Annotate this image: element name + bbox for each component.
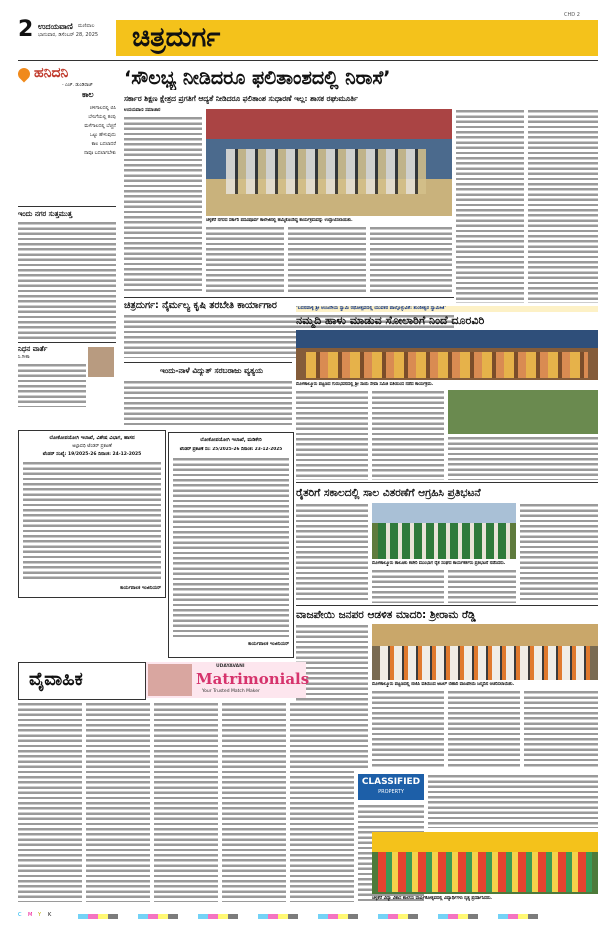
right1-caption: ಮೊಳಕಾಲ್ಮೂರು ಪಟ್ಟಣದ ಗುರುಭವನದಲ್ಲಿ ಶ್ರೀ ಸಾಯಿ ಸೇವಾ ಸಮಿತಿ ವತಿಯಿಂದ ನಡೆದ ಕಾರ್ಯಕ್ರಮ. (296, 382, 434, 387)
poem-line: ಒಟ್ಟು ಹೇಳುವುದು (89, 133, 116, 138)
poem-line: ಕಾಲ ಬದಲಾದರೆ (91, 142, 116, 147)
matrimony-tagline: Your Trusted Match Maker (202, 689, 260, 694)
lead-text-col6 (528, 109, 598, 303)
paper-name: ಉದಯವಾಣಿ (38, 22, 73, 31)
lead-text-col1 (124, 116, 202, 294)
hani-dani-box (18, 64, 116, 204)
right3-text-d (524, 690, 598, 768)
divider (124, 297, 454, 298)
masthead (18, 12, 598, 58)
hani-dani-title: ಹನಿದನಿ (34, 65, 69, 81)
right3-text-c (448, 690, 520, 768)
notice-mid-ref: ಟೆಂಡರ್ ಪ್ರಕಟಣೆ ಸಂ: 25/2025-26 ದಿನಾಂಕ: 23-12-2025 (179, 447, 283, 452)
today-program-title: ಇಂದು ನಗರ ಸುತ್ತಮುತ್ತ (18, 210, 73, 218)
lead-text-col4 (370, 226, 452, 294)
matrimony-col3 (154, 702, 218, 902)
poem-line: ಮಳೆಗಾಲದಲ್ಲಿ ಬೆಚ್ಚನೆ (84, 124, 116, 129)
notice-mid-footer: ಕಾರ್ಯಪಾಲಕ ಇಂಜಿನಿಯರ್ (248, 642, 289, 647)
obituary-box (18, 345, 116, 407)
mark-m: M (28, 912, 33, 918)
notice-left-title: ಲೋಕೋಪಯೋಗಿ ಇಲಾಖೆ, ವಿಶೇಷ ವಿಭಾಗ, ಹಾಸನ (49, 435, 135, 441)
obituary-photo (88, 347, 114, 377)
matrimony-brand: UDAYAVANI (216, 664, 245, 669)
lead-subhead: ಸರ್ಕಾರ ಶಿಕ್ಷಣ ಕ್ಷೇತ್ರದ ಪ್ರಗತಿಗೆ ಆದ್ಯತೆ ನೀಡಿದರೂ ಫಲಿತಾಂಶ ಸುಧಾರಣೆ ಇಲ್ಲ: ಶಾಸಕ ರಘುಮೂರ್ತಿ (124, 94, 358, 103)
masthead-rule (18, 60, 598, 61)
market-headline: ಚಿತ್ರದುರ್ಗ: ನೈರ್ಮಲ್ಯ ಕೃಷಿ ತರಬೇತಿ ಕಾರ್ಯಾಗಾರ (124, 300, 277, 311)
right2-text-a (296, 503, 368, 603)
right2-text-b (372, 569, 444, 603)
notice-mid-title: ಲೋಕೋಪಯೋಗಿ ಇಲಾಖೆ, ಮಡಿಕೇರಿ (200, 437, 262, 443)
right1-text-a (296, 390, 368, 480)
classified-box (358, 774, 424, 800)
couple-image (148, 664, 192, 696)
section-banner (116, 20, 598, 56)
right3-photo (372, 624, 598, 680)
right1-text-c (448, 436, 598, 480)
matrimony-col4 (222, 702, 286, 902)
page-number: 2 (18, 17, 34, 42)
obituary-text (18, 363, 86, 407)
matrimony-col2 (86, 702, 150, 902)
right1-photo2 (448, 390, 598, 434)
divider (124, 362, 292, 363)
notice-left-footer: ಕಾರ್ಯಪಾಲಕ ಇಂಜಿನಿಯರ್ (120, 586, 161, 591)
vaivahika-title: ವೈವಾಹಿಕ (29, 669, 83, 690)
divider (18, 206, 116, 207)
obituary-title: ನಿಧನ ವಾರ್ತೆ (18, 345, 48, 353)
divider (18, 342, 116, 343)
right1-text-b (372, 390, 444, 480)
registration-marks (18, 912, 598, 922)
mark-c: C (18, 912, 22, 918)
corner-tag: CHD 2 (564, 12, 580, 18)
right2-photo (372, 503, 516, 559)
right3-caption: ಮೊಳಕಾಲ್ಮೂರು ಪಟ್ಟಣದಲ್ಲಿ ಬಿಜೆಪಿ ವತಿಯಿಂದ ಅಟಲ್ ಬಿಹಾರಿ ವಾಜಪೇಯಿ ಜನ್ಮದಿನ ಆಚರಿಸಲಾಯಿತು. (372, 682, 515, 687)
classified-right-text (428, 774, 598, 828)
color-bar (78, 914, 538, 919)
right2-text-c (448, 569, 516, 603)
divider (296, 482, 598, 483)
lead-text-col5 (456, 109, 524, 303)
hani-dani-author: - ಎಚ್. ಡುಂಡಿರಾಜ್ (62, 83, 93, 88)
vaivahika-header (18, 662, 146, 700)
bottom-right-photo (372, 832, 598, 894)
lead-text-col2 (206, 226, 284, 294)
date-line: ಭಾನುವಾರ, ಡಿಸೆಂಬರ್ 28, 2025 (38, 32, 99, 38)
mid-text (124, 380, 292, 428)
right2-text-d (520, 503, 598, 603)
bottom-right-caption: ಚಳ್ಳಕೆರೆ ವಿದ್ಯಾ ವಿಕಾಸ ಶಾಲೆಯ ವಾರ್ಷಿಕೋತ್ಸವದಲ್ಲಿ ವಿದ್ಯಾರ್ಥಿಗಳು ನೃತ್ಯ ಪ್ರದರ್ಶಿಸಿದರು. (372, 896, 493, 901)
mark-k: K (48, 912, 52, 918)
classified-title: CLASSIFIED (361, 777, 421, 787)
lead-dateline: ಉದಯವಾಣಿ ಸಮಾಚಾರ (124, 108, 161, 113)
right3-headline: ವಾಜಪೇಯಿ ಜನಪರ ಆಡಳಿತ ಮಾದರಿ: ಶ್ರೀರಾಮ ರೆಡ್ಡಿ (296, 609, 476, 621)
lead-photo-caption: ಚಳ್ಳಕೆರೆ ನಗರದ ಸರ್ಕಾರಿ ಪದವಿಪೂರ್ವ ಕಾಲೇಜಿನಲ್ಲಿ ಹಮ್ಮಿಕೊಂಡಿದ್ದ ಕಾರ್ಯಕ್ರಮವನ್ನು ಉದ್ಘಾಟಿಸಲಾಯಿತು. (206, 218, 353, 223)
poem-line: ಬೇಸಿಗೆಯಲ್ಲಿ ತಂಪು (88, 115, 116, 120)
mark-y: Y (38, 912, 42, 918)
right1-kicker: ‘ಬದನವಾಳ್ಳಿ ಶ್ರೀ ಆಂಜನೇಯ ಸ್ವಾಮಿ ರಥೋತ್ಸವದಲ್ಲಿ ಯುವಕರ ಪಾಲ್ಗೊಳ್ಳುವಿಕೆ: ಶುಂಠೀಶ್ವರ ಸ್ವಾಮೀಜಿ’ (296, 306, 598, 312)
lead-photo (206, 109, 452, 216)
section-title: ಚಿತ್ರದುರ್ಗ (132, 22, 221, 53)
matrimony-col5 (290, 702, 354, 902)
drop-icon (16, 66, 33, 83)
divider (296, 605, 598, 606)
right2-headline: ರೈತರಿಗೆ ಸಕಾಲದಲ್ಲಿ ಸಾಲ ವಿತರಣೆಗೆ ಆಗ್ರಹಿಸಿ ಪ್ರತಿಭಟನೆ (296, 487, 481, 499)
right1-photo (296, 330, 598, 380)
matrimony-col1 (18, 702, 82, 902)
notice-mid (168, 432, 294, 658)
notice-mid-body (173, 457, 289, 637)
right2-caption: ಮೊಳಕಾಲ್ಮೂರು ತಾಲೂಕು ಕಚೇರಿ ಮುಂಭಾಗ ರೈತ ಸಂಘದ ಕಾರ್ಯಕರ್ತರು ಪ್ರತಿಭಟನೆ ನಡೆಸಿದರು. (372, 561, 506, 566)
poem-line: ನಾವೂ ಬದಲಾಗಬೇಕು (84, 151, 116, 156)
lead-text-col3 (288, 226, 366, 294)
right3-text-b (372, 690, 444, 768)
notice-left-body (23, 461, 161, 581)
notice-left-ref: ಟೆಂಡರ್ ಸಂಖ್ಯೆ: 19/2025-26 ದಿನಾಂಕ: 24-12-2025 (42, 452, 142, 457)
notice-left (18, 430, 166, 598)
notice-left-subtitle: ಅಲ್ಪಾವಧಿ ಟೆಂಡರ್ ಪ್ರಕಟಣೆ (72, 444, 112, 449)
edition: ಮಣಿಪಾಲ (78, 23, 95, 29)
right1-headline: ನಮ್ಮದಿ ಹಾಳು ಮಾಡುವ ಸೋಲಾರಿಗೆ ನಿಂದೆ ದೂರವಿರಿ (296, 314, 485, 327)
obituary-name: ಸಿ.ಗೀತಾ (18, 355, 30, 360)
lead-headline: ‘ಸೌಲಭ್ಯ ನೀಡಿದರೂ ಫಲಿತಾಂಶದಲ್ಲಿ ನಿರಾಸೆ’ (124, 67, 391, 89)
poem-lines (48, 104, 116, 158)
matrimony-title: Matrimonials (196, 670, 310, 688)
poem-line: ಚಳಿಗಾಲದಲ್ಲಿ ಬಿಸಿ (89, 106, 116, 111)
mid-headline: ಇಂದು-ನಾಳೆ ವಿದ್ಯುತ್ ಸರಬರಾಜು ವ್ಯತ್ಯಯ (160, 366, 264, 375)
classified-subtitle: PROPERTY (378, 789, 404, 795)
today-program-text (18, 221, 116, 339)
poem-title: ಕಾಲ (82, 90, 94, 99)
matrimony-banner (146, 662, 310, 698)
